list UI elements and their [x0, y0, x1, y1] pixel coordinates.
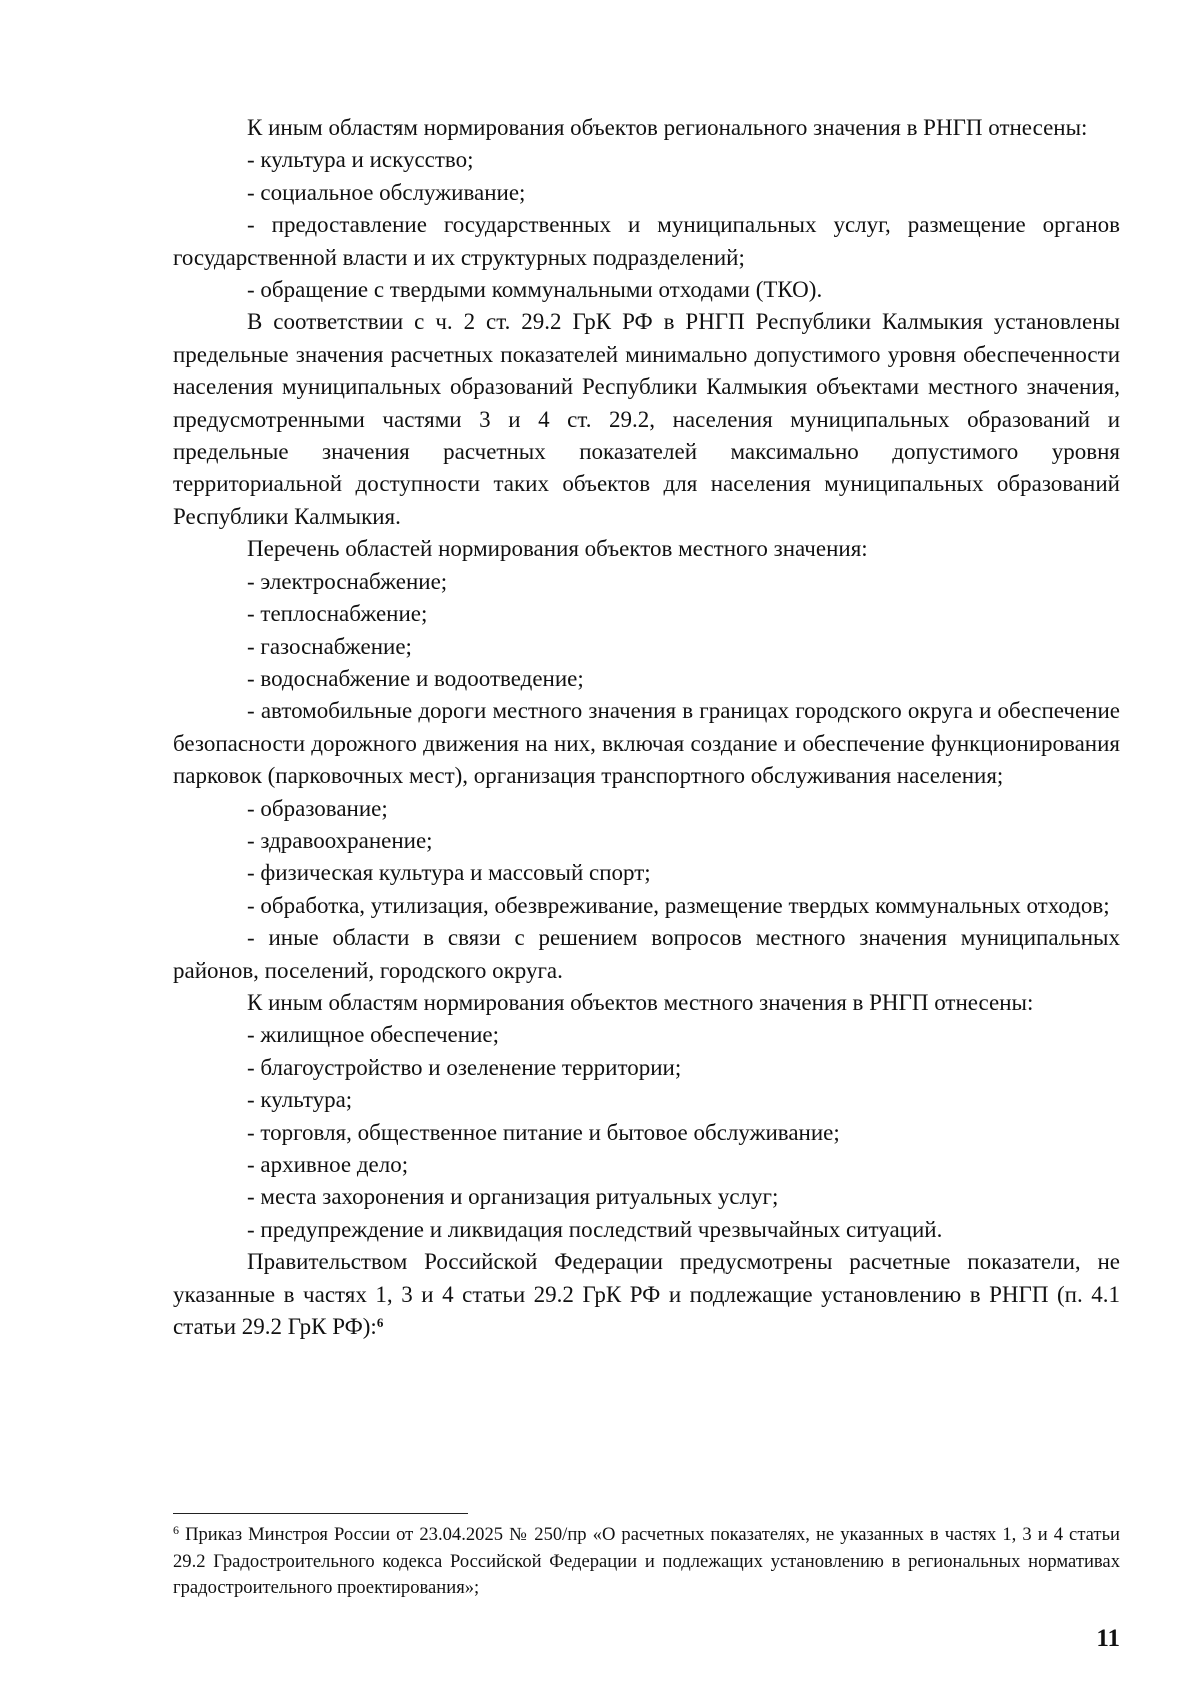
list-item: - архивное дело; — [247, 1152, 409, 1177]
paragraph: В соответствии с ч. 2 ст. 29.2 ГрК РФ в РНГП Республики Калмыкия установлены предельные значения расчетных показателей минимально допустимого уровня обеспеченности населения муниципальных образований Республики Калмыкия объектами местного значения, предусмотренными частями 3 и 4 ст. 29.2, населения муниципальных образований и предельные значения расчетных показателей максимально допустимого уровня территориальной доступности таких объектов для населения муниципальных образований Республики Калмыкия. — [173, 309, 1120, 529]
document-body — [173, 112, 1120, 1343]
list-item: - культура; — [247, 1087, 353, 1113]
paragraph: Перечень областей нормирования объектов местного значения: — [247, 536, 868, 562]
list-item: - автомобильные дороги местного значения в границах городского округа и обеспечение безопасности дорожного движения на них, включая создание и обеспечение функционирования парковок (парковочных мест), организация транспортного обслуживания населения; — [173, 698, 1120, 789]
list-item: - обработка, утилизация, обезвреживание, размещение твердых коммунальных отходов; — [247, 892, 1110, 918]
paragraph-with-footnote — [173, 1246, 1120, 1343]
list-item: - благоустройство и озеленение территории; — [247, 1054, 682, 1080]
footnote-marker: 6 — [173, 1523, 179, 1537]
page-number: 11 — [1096, 1625, 1120, 1652]
paragraph-text: Правительством Российской Федерации предусмотрены расчетные показатели, не указанные в частях 1, 3 и 4 статьи 29.2 ГрК РФ и подлежащие установлению в РНГП (п. 4.1 статьи 29.2 ГрК РФ): — [173, 1249, 1120, 1340]
list-item: - газоснабжение; — [247, 633, 412, 659]
list-item: - теплоснабжение; — [247, 601, 428, 627]
list-item: - физическая культура и массовый спорт; — [247, 860, 651, 886]
list-item: - предупреждение и ликвидация последствий чрезвычайных ситуаций. — [247, 1216, 943, 1242]
list-item: - иные области в связи с решением вопросов местного значения муниципальных районов, поселений, городского округа. — [173, 925, 1120, 983]
paragraph: К иным областям нормирования объектов регионального значения в РНГП отнесены: — [247, 115, 1088, 140]
list-item: - социальное обслуживание; — [247, 179, 526, 205]
footnote-text: Приказ Минстроя России от 23.04.2025 № 250/пр «О расчетных показателях, не указанных в частях 1, 3 и 4 статьи 29.2 Градостроительного кодекса Российской Федерации и подлежащих установлению в региональных нормативах градостроительного проектирования»; — [173, 1524, 1120, 1598]
list-item: - торговля, общественное питание и бытовое обслуживание; — [247, 1119, 840, 1145]
footnote-reference[interactable]: 6 — [376, 1315, 384, 1331]
list-item: - образование; — [247, 795, 388, 821]
list-item: - водоснабжение и водоотведение; — [247, 665, 584, 691]
list-item: - здравоохранение; — [247, 827, 433, 853]
footnote — [173, 1522, 1120, 1602]
list-item: - предоставление государственных и муниципальных услуг, размещение органов государственной власти и их структурных подразделений; — [173, 212, 1120, 270]
list-item: - культура и искусство; — [247, 147, 474, 173]
footnote-separator — [173, 1513, 468, 1514]
list-item: - электроснабжение; — [247, 568, 448, 594]
paragraph: К иным областям нормирования объектов местного значения в РНГП отнесены: — [247, 989, 1034, 1015]
list-item: - жилищное обеспечение; — [247, 1022, 499, 1048]
list-item: - места захоронения и организация ритуальных услуг; — [247, 1184, 779, 1210]
list-item: - обращение с твердыми коммунальными отходами (ТКО). — [247, 277, 823, 303]
